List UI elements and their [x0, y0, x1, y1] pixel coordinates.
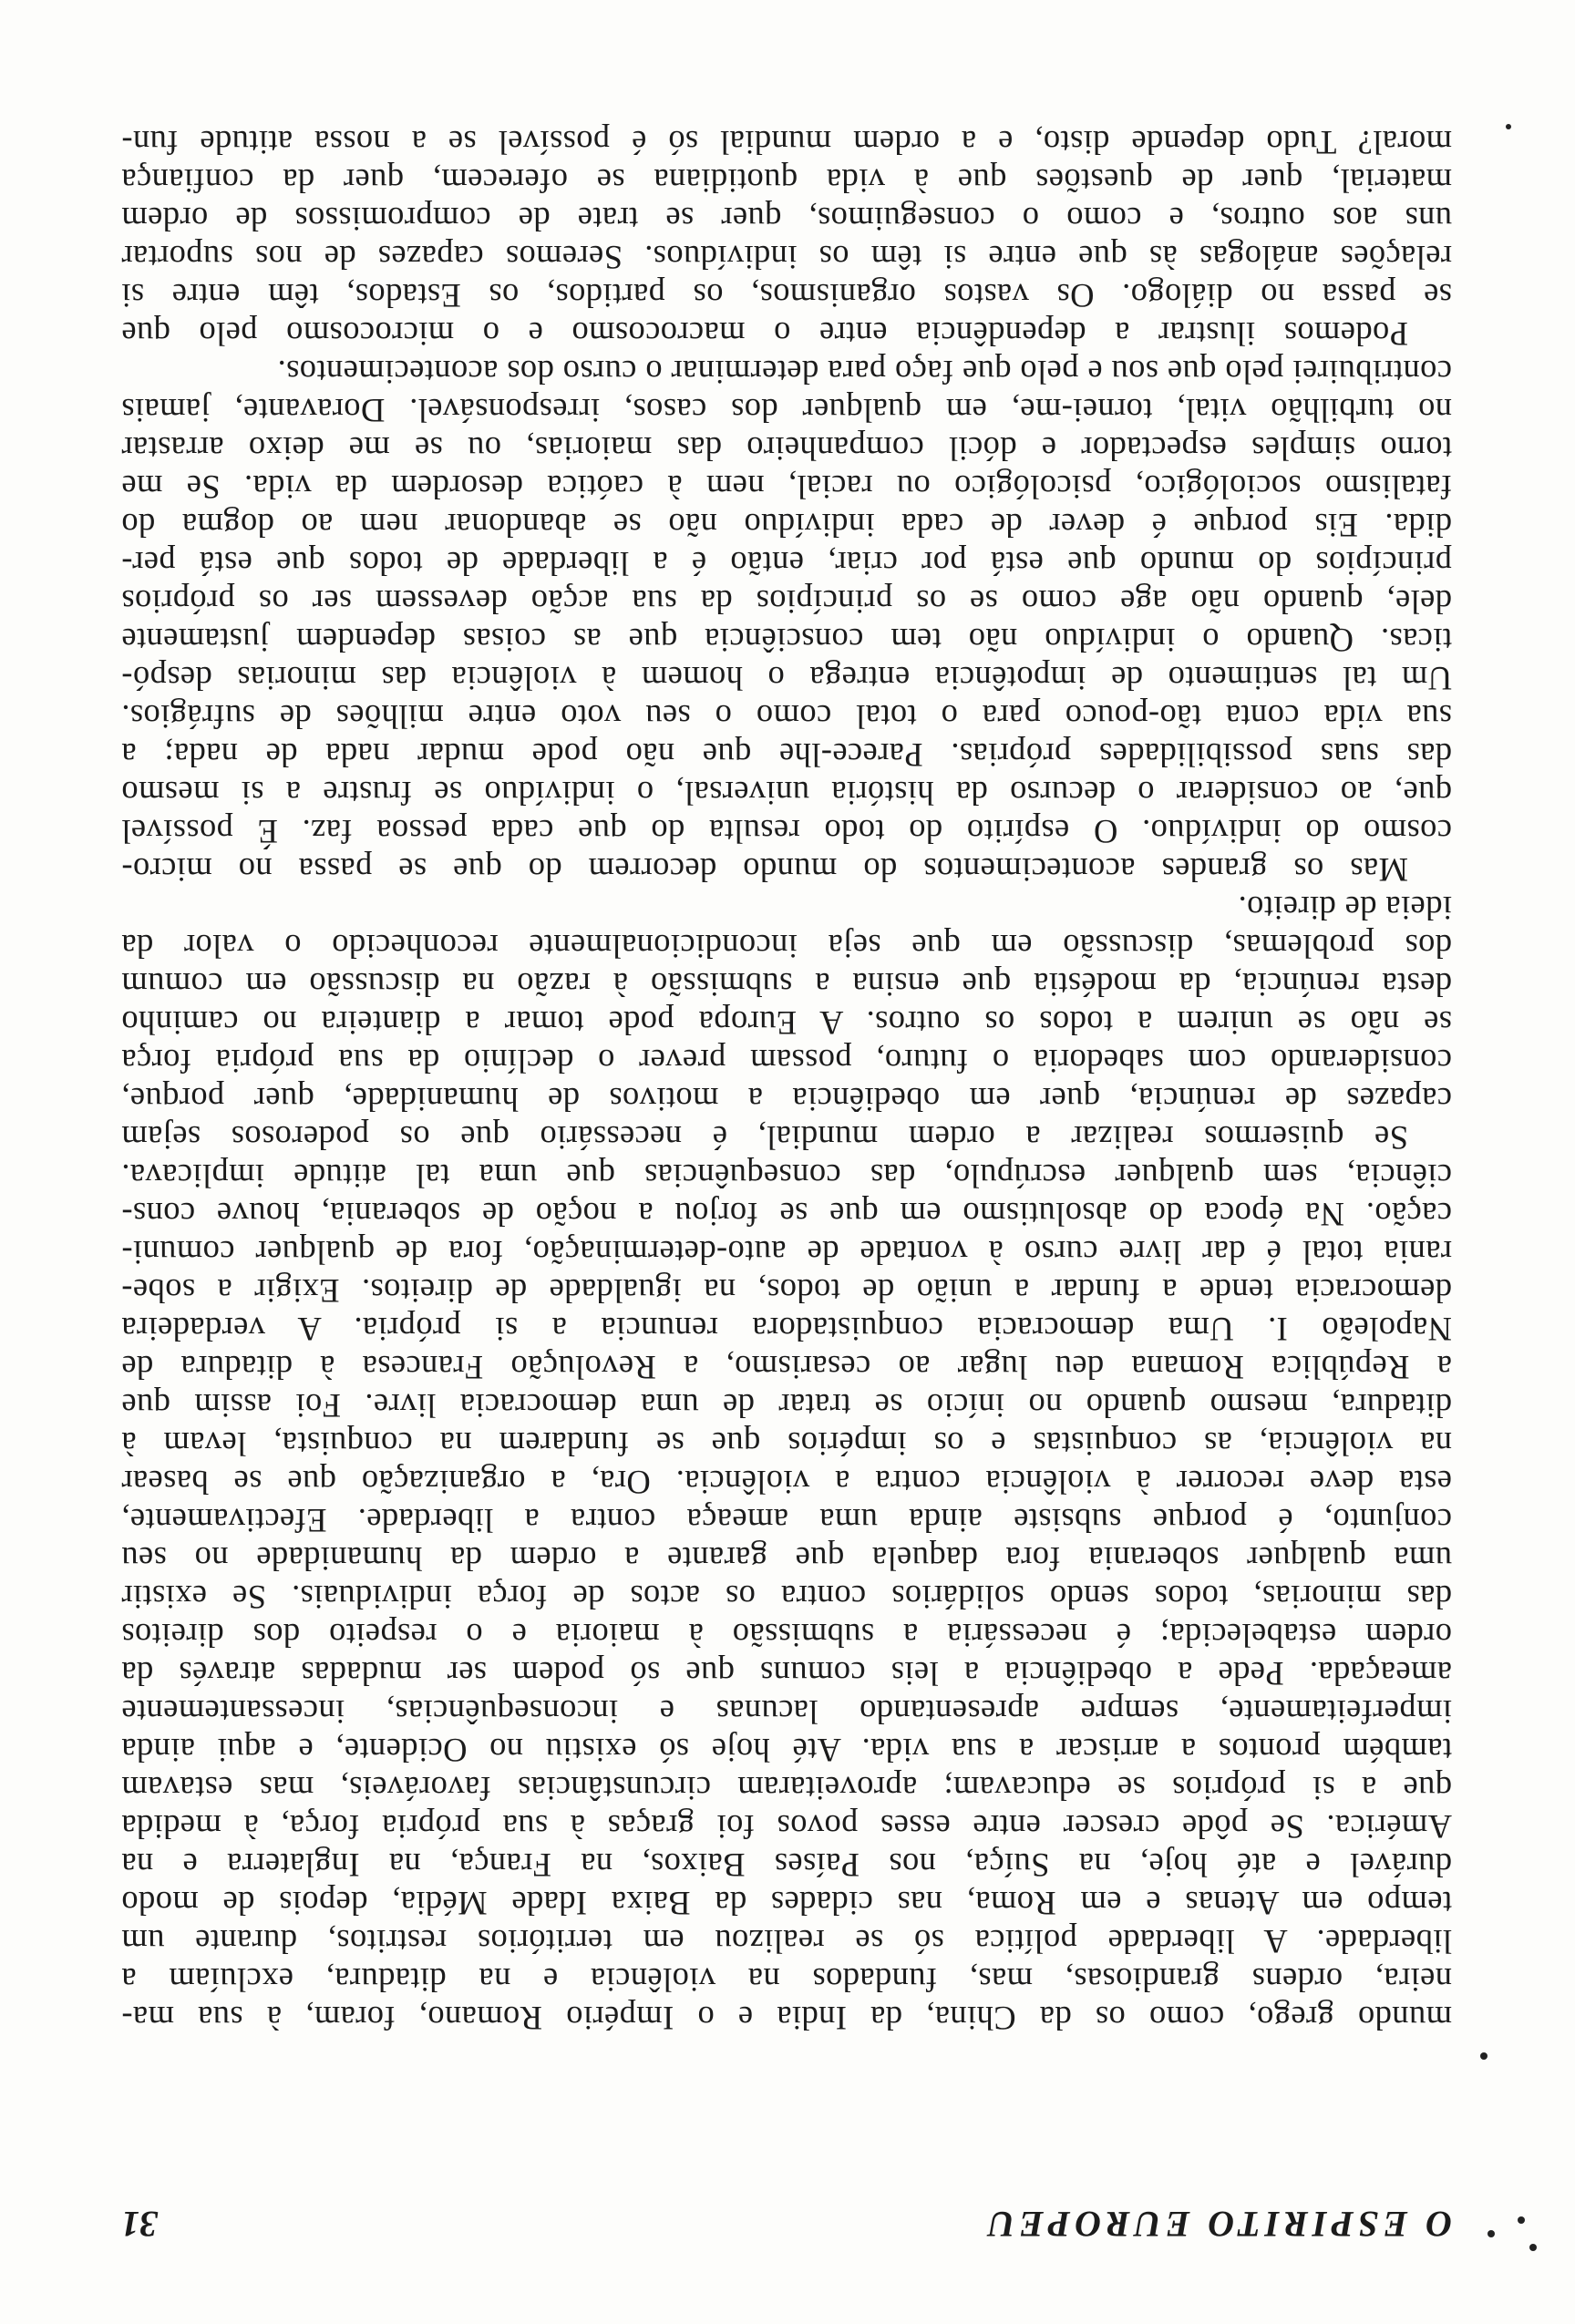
- running-title: O ESPIRITO EUROPEU: [983, 2204, 1452, 2245]
- text-line: tempo em Atenas e em Roma, nas cidades da Baixa Idade Média, depois de modo: [121, 1885, 1452, 1922]
- text-line: se não se unirem a todos os outros. A Europa pode tomar a dianteira no caminho: [121, 1004, 1452, 1042]
- text-line: liberdade. A liberdade política só se realizou em territórios restritos, durante um: [121, 1923, 1452, 1960]
- text-line: ordem estabelecida; é necessária a submissão à maioria e o respeito dos direitos: [121, 1617, 1452, 1654]
- text-line: que a si próprios se educavam; aproveitaram circunstâncias favoráveis, mas estavam: [121, 1770, 1452, 1807]
- text-line: cação. Na época do absolutismo em que se forjou a noção de soberania, houve cons-: [121, 1196, 1452, 1233]
- text-line: conjunto, é porque subsiste ainda uma ameaça contra a liberdade. Efectivamente,: [121, 1502, 1452, 1539]
- text-line: ideia de direito.: [1238, 889, 1452, 927]
- text-line: ciência, sem qualquer escrúpulo, das consequências que uma tal atitude implicava.: [121, 1157, 1452, 1195]
- speck: [1506, 124, 1511, 129]
- text-line: material, quer de questões que à vida quotidiana se oferecem, quer da confiança: [121, 162, 1452, 200]
- text-line: cosmo do indivíduo. O espírito do todo resulta do que cada pessoa faz. É possível: [121, 813, 1452, 850]
- speck: [1488, 2230, 1495, 2237]
- text-line: uma qualquer soberania fora daquela que garante a ordem da humanidade no seu: [121, 1540, 1452, 1578]
- text-line: das minorias, todos sendo solidários contra os actos de força individuais. Se existir: [121, 1578, 1452, 1616]
- text-line: dida. Eis porque é dever de cada indivíduo não se abandonar nem ao dogma do: [121, 507, 1452, 544]
- text-line: sua vida conta tão-pouco para o total como o seu voto entre milhões de sufrágios.: [121, 698, 1452, 735]
- text-line: Mas os grandes acontecimentos do mundo decorrem do que se passa no micro-: [121, 851, 1408, 889]
- text-line: imperfeitamente, sempre apresentando lacunas e inconsequências, incessantemente: [121, 1693, 1452, 1731]
- text-line: ameaçada. Pede a obediência a leis comuns que só podem ser mudadas através da: [121, 1655, 1452, 1692]
- text-line: rania total é dar livre curso à vontade de auto-determinação, fora de qualquer comuni-: [121, 1234, 1452, 1271]
- text-line: democracia tende a fundar a união de todos, na igualdade de direitos. Exigir a sobe-: [121, 1272, 1452, 1310]
- body-text: [121, 123, 1452, 2037]
- text-line: Um tal sentimento de impotência entrega o homem à violência das minorias despó-: [121, 660, 1452, 697]
- text-line: na violência, as conquistas e os impérios que se fundarem na conquista, levam à: [121, 1425, 1452, 1463]
- text-line: Podemos ilustrar a dependência entre o macrocosmo e o microcosmo pelo que: [121, 315, 1408, 353]
- text-line: neira, ordens grandiosas, mas, fundados na violência e na ditadura, excluíam a: [121, 1961, 1452, 1999]
- text-line: moral? Tudo depende disto, e a ordem mundial só é possível se a nossa atitude fun-: [121, 124, 1452, 161]
- page-header: [121, 2191, 1452, 2246]
- text-line: princípios do mundo que está por criar, então é a liberdade de todos que está per-: [121, 545, 1452, 582]
- text-line: durável e até hoje, na Suíça, nos Países Baixos, na França, na Inglaterra e na: [121, 1846, 1452, 1884]
- text-line: se passa no diálogo. Os vastos organismos, os partidos, os Estados, têm entre si: [121, 277, 1452, 314]
- text-line: uns aos outros, e como o conseguimos, quer se trate de compromissos de ordem: [121, 201, 1452, 238]
- text-line: capazes de renúncia, quer em obediência a motivos de humanidade, quer porque,: [121, 1081, 1452, 1118]
- text-line: ticas. Quando o indivíduo não tem consciência que as coisas dependem justamente: [121, 622, 1452, 659]
- text-line: contribuirei pelo que sou e pelo que faço para determinar o curso dos acontecimentos.: [277, 354, 1452, 391]
- text-line: ditadura, mesmo quando no início se tratar de uma democracia livre. Foi assim que: [121, 1387, 1452, 1424]
- text-line: no turbilhão vital, tornei-me, em qualquer dos casos, irresponsável. Doravante, jamais: [121, 392, 1452, 429]
- text-line: também prontos a arriscar a sua vida. Até hoje só existiu no Ocidente, e aqui ainda: [121, 1732, 1452, 1769]
- text-line: das suas possibilidades próprias. Parece-lhe que não pode mudar nada de nada; a: [121, 736, 1452, 774]
- text-line: fatalismo sociológico, psicológico ou racial, nem à caótica desordem da vida. Se me: [121, 468, 1452, 506]
- text-line: Napoleão I. Uma democracia conquistadora renuncia a si própria. A verdadeira: [121, 1311, 1452, 1348]
- text-line: a República Romana deu lugar ao cesarismo, a Revolução Francesa à ditadura de: [121, 1349, 1452, 1386]
- text-line: mundo grego, como os da China, da India e o Império Romano, foram, à sua ma-: [121, 2000, 1452, 2037]
- text-line: relações análogas às que entre si têm os indivíduos. Seremos capazes de nos suportar: [121, 239, 1452, 276]
- text-line: que, ao considerar o decurso da história universal, o indivíduo se frustre a si mesmo: [121, 775, 1452, 812]
- speck: [1518, 2216, 1525, 2224]
- text-line: Se quisermos realizar a ordem mundial, é necessário que os poderosos sejam: [121, 1119, 1408, 1157]
- text-line: América. Se pôde crescer entre esses povos foi graças à sua própria força, à medida: [121, 1808, 1452, 1846]
- text-line: esta deve recorrer à violência contra a violência. Ora, a organização que se basear: [121, 1464, 1452, 1501]
- text-line: torno simples espectador e dócil companheiro das maiorias, ou se me deixo arrastar: [121, 430, 1452, 468]
- text-line: considerando com sabedoria o futuro, possam prever o declínio da sua própria força: [121, 1043, 1452, 1080]
- page-number: 31: [121, 2204, 158, 2245]
- text-line: dele, quando não age como se os princípios da sua acção devessem ser os próprios: [121, 583, 1452, 621]
- speck: [1529, 2244, 1537, 2251]
- text-line: desta renúncia, da modéstia que ensina a submissão à razão na discussão em comum: [121, 966, 1452, 1003]
- speck: [1480, 2052, 1488, 2060]
- text-line: dos problemas, discussão em que seja incondicionalmente reconhecido o valor da: [121, 928, 1452, 965]
